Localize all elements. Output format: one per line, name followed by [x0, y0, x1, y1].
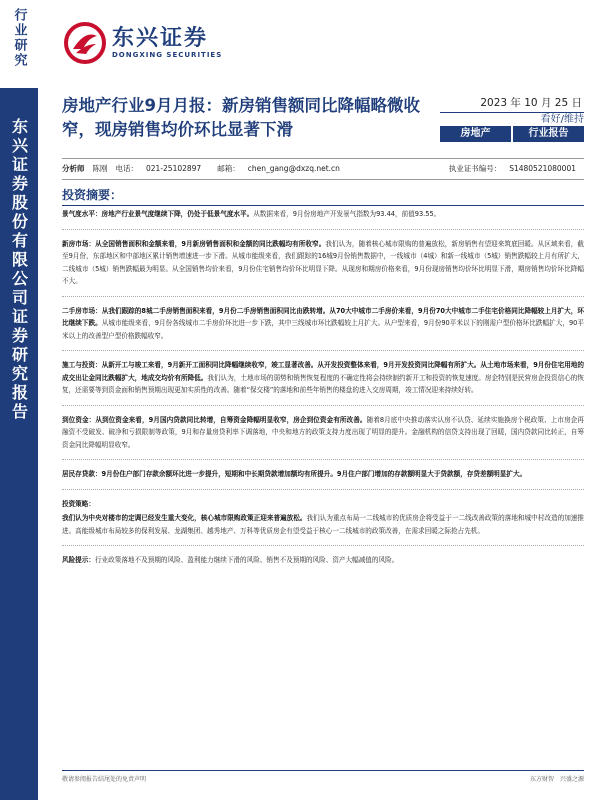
section-divider [62, 296, 584, 297]
logo-cn-text: 东兴证券 [112, 26, 209, 51]
para-text: 从数据来看，9月份房地产开发景气指数为93.44，前值93.55。 [253, 210, 441, 218]
report-date: 2023 年 10 月 25 日 [480, 97, 582, 109]
license-label: 执业证书编号： [448, 164, 502, 173]
analyst-phone: 021-25102897 [146, 164, 202, 173]
para-text: 随着8月底中央推动落实认房不认贷、延续实施换房个税政策、上市房企再融资不受破发、破净和亏损限制等政策，9月和存量房贷利率下调落地，中央和地方的政策支持力度出现了明显的提升。金融机构的信贷支持出现了回暖，国内贷款同比转正，自筹资金同比降幅明显收窄。 [62, 415, 584, 449]
tag-industry: 房地产 [440, 126, 511, 142]
phone-label: 电话： [115, 164, 138, 173]
paragraph-second-hand [62, 305, 584, 343]
para-text: 我们认为，土地市场的弱势和销售恢复程度的不确定性将会持续制约新开工和投资的恢复速度。房企特别是民营房企投资信心的恢复，还需要等到资金面和销售预期出现更加实质性的改善。随着“保交楼”的落地和前些年销售的楼盘的进入交房周期，竣工情况迎来持续好转。 [62, 373, 585, 394]
footer-slogan: 东方财智 兴盛之源 [529, 776, 584, 783]
footer-disclaimer: 敬请参阅报告结尾处的免责声明 [62, 776, 147, 783]
paragraph-strategy [62, 512, 584, 537]
paragraph-new-homes [62, 238, 584, 288]
para-lead: 居民存贷款：9月份住户部门存款余额环比进一步提升，短期和中长期贷款增加额均有所提升。9月住户部门增加的存款额明显大于贷款额，存贷差额明显扩大。 [62, 470, 527, 478]
company-logo [64, 20, 222, 66]
email-label: 邮箱： [217, 164, 240, 173]
section-divider [62, 459, 584, 460]
sidebar-company-label: 东兴证券股份有限公司证券研究报告 [9, 118, 29, 422]
section-divider [62, 229, 584, 230]
analyst-name: 陈刚 [92, 164, 108, 173]
section-divider [62, 489, 584, 490]
paragraph-strategy-heading [62, 498, 584, 511]
para-lead: 新房市场：从全国销售面积和金额来看，9月新房销售面积和金额的同比跌幅均有所收窄。 [62, 239, 326, 248]
section-divider [62, 405, 584, 406]
analyst-label: 分析师 [62, 164, 85, 173]
rating-badge: 看好/维持 [440, 112, 584, 127]
para-text: 我们认为，随着核心城市限购的普遍放松，新房销售有望迎来筑底回暖。从区域来看，截至9月份，东部地区和中部地区累计销售增速进一步下滑。从城市能级来看，我们跟踪的16城9月份销售数据中，一线城市（4城）和新一线城市（5城）销售跌幅较上月有所扩大，二线城市（5城）销售跌幅最为明显。从全国销售均价来看，9月份住宅销售均价环比明显下降。从现房和期房价格来看，9月份现房销售均价环比明显下滑，期房销售均价环比降幅不大。 [62, 239, 585, 285]
paragraph-risk [62, 554, 584, 567]
para-lead: 景气度水平：房地产行业景气度继续下降，仍处于低景气度水平。 [62, 210, 254, 218]
para-lead: 我们认为中央对楼市的定调已经发生重大变化，核心城市限购政策正迎来普遍放松。 [62, 514, 307, 522]
analyst-email[interactable]: chen_gang@dxzq.net.cn [247, 164, 340, 173]
logo-en-text: DONGXING SECURITIES [112, 51, 223, 59]
para-text: 从城市能级来看，9月份各线城市二手房价环比进一步下跌，其中三线城市环比跌幅较上月扩大。从户型来看，9月份90平米以下的刚需户型价格环比跌幅扩大，90平米以上的改善型户型价格跌幅收窄。 [62, 319, 585, 340]
tag-report-type: 行业报告 [513, 126, 584, 142]
para-text: 我们认为重点布局一二线城市的优质房企将受益于一二线改善政策的落地和城中村改造的加速推进。高能级城市布局较多的保利发展、龙湖集团、越秀地产、万科等优质房企有望受益于核心一二线城市的政策改善，在需求回暖之际抢占先机。 [62, 514, 585, 535]
sidebar-company-block [0, 88, 38, 800]
paragraph-sentiment [62, 208, 584, 221]
sidebar [0, 0, 38, 800]
para-lead: 投资策略： [62, 499, 95, 508]
logo-mark-icon [64, 22, 106, 64]
summary-body [62, 208, 584, 575]
page-footer [62, 770, 584, 783]
section-divider [62, 350, 584, 351]
summary-heading: 投资摘要： [62, 186, 584, 206]
para-lead: 风险提示： [62, 556, 95, 564]
report-title: 房地产行业9月月报：新房销售额同比降幅略微收窄，现房销售均价环比显著下滑 [62, 96, 420, 139]
section-divider [62, 545, 584, 546]
para-text: 行业政策落地不及预期的风险、盈利能力继续下滑的风险、销售不及预期的风险、资产大幅减值的风险。 [94, 556, 399, 564]
sidebar-section-block [0, 0, 38, 88]
para-lead: 二手房市场：从我们跟踪的8城二手房销售面积来看，9月份二手房销售面积同比由跌转增。从70大中城市二手房价来看，9月份70大中城市二手住宅价格同比降幅较上月扩大，环比继续下跌。 [62, 306, 584, 327]
paragraph-funding [62, 414, 584, 452]
sidebar-section-label: 行业研究 [11, 8, 27, 68]
para-lead: 施工与投资：从新开工与竣工来看，9月新开工面积同比降幅继续收窄，竣工显著改善。从开发投资整体来看，9月开发投资同比降幅有所扩大。从土地市场来看，9月份住宅用地的成交出让金同比跌幅扩大，地成交均价有所降低。 [62, 361, 584, 382]
analyst-license: S1480521080001 [509, 164, 576, 173]
report-tags [440, 126, 584, 142]
para-lead: 到位资金：从到位资金来看，9月国内贷款同比转增，自筹资金降幅明显收窄，房企到位资金有所改善。 [62, 415, 367, 424]
analyst-bar [62, 158, 584, 180]
paragraph-construction [62, 359, 584, 397]
paragraph-deposits [62, 468, 584, 481]
